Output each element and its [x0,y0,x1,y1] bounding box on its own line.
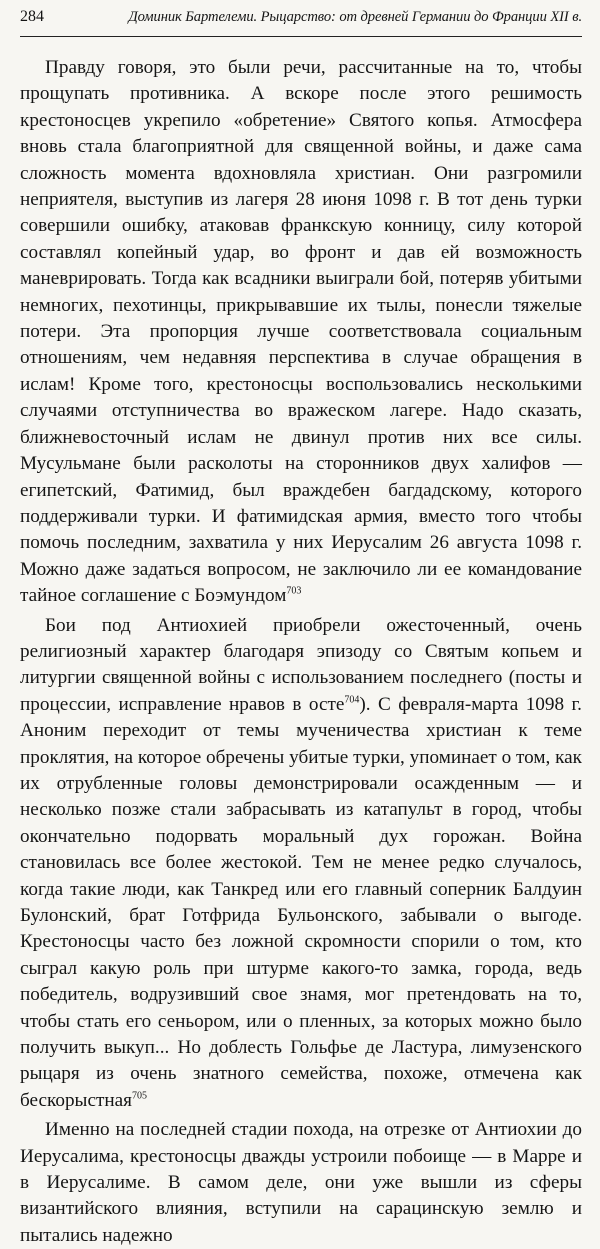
header-rule [20,36,582,37]
running-title: Доминик Бартелеми. Рыцарство: от древней Германии до Франции XII в. [128,9,582,25]
body-text [20,55,582,1249]
paragraph-text: ). С февраля-марта 1098 г. Аноним переходит от темы мученичества христиан к теме проклятия, на которое обречены убитые турки, упоминает о том, как их отрубленные головы демонстрировали осажденным — и несколько позже стали забрасывать из катапульт в город, чтобы окончательно подорвать моральный дух горожан. Война становилась все более жестокой. Тем не менее редко случалось, когда такие люди, как Танкред или его главный соперник Балдуин Булонский, брат Готфрида Бульонского, забывали о выгоде. Крестоносцы часто без ложной скромности спорили о том, кто сыграл какую роль при штурме какого-то замка, города, ведь победитель, водрузивший свое знамя, мог претендовать на то, чтобы стать его сеньором, или о пленных, за которых можно было получить выкуп... Но доблесть Гольфье де Ластура, лимузенского рыцаря из очень знатного семейства, похоже, отмечена как бескорыстная [20,693,582,1111]
page-number: 284 [20,8,44,25]
footnote-ref-704: 704 [344,694,360,706]
footnote-ref-705: 705 [131,1090,147,1102]
paragraph-3 [20,1117,582,1249]
paragraph-1 [20,55,582,610]
paragraph-2 [20,613,582,1115]
paragraph-text: Бои под Антиохией приобрели ожесточенный, очень религиозный характер благодаря эпизоду со Святым копьем и литургии священной войны с использованием последнего (посты и процессии, исправление нравов в осте [20,614,582,715]
page-header [20,8,582,34]
paragraph-text: Правду говоря, это были речи, рассчитанные на то, чтобы прощупать противника. А вскоре после этого решимость крестоносцев укрепило «обретение» Святого копья. Атмосфера вновь стала благоприятной для священной войны, и даже сама сложность момента вдохновляла христиан. Они разгромили неприятеля, выступив из лагеря 28 июня 1098 г. В тот день турки совершили ошибку, атаковав франкскую конницу, силу которой составлял копейный удар, во фронт и дав ей возможность маневрировать. Тогда как всадники выиграли бой, потеряв убитыми немногих, пехотинцы, прикрывавшие их тылы, понесли тяжелые потери. Эта пропорция лучше соответствовала социальным отношениям, чем недавняя перспектива в случае обращения в ислам! Кроме того, крестоносцы воспользовались несколькими случаями отступничества во вражеском лагере. Надо сказать, ближневосточный ислам не двинул против них все силы. Мусульмане были расколоты на сторонников двух халифов — египетский, Фатимид, был враждебен багдадскому, которого поддерживали турки. И фатимидская армия, вместо того чтобы помочь последним, захватила у них Иерусалим 26 августа 1098 г. Можно даже задаться вопросом, не заключило ли ее командование тайное соглашение с Боэмундом [20,57,582,607]
paragraph-text: Именно на последней стадии похода, на отрезке от Антиохии до Иерусалима, крестоносцы дважды устроили побоище — в Марре и в Иерусалиме. В самом деле, они уже вышли из сферы византийского влияния, вступили на сарацинскую землю и пытались надежно [20,1119,582,1246]
footnote-ref-703: 703 [286,585,302,597]
